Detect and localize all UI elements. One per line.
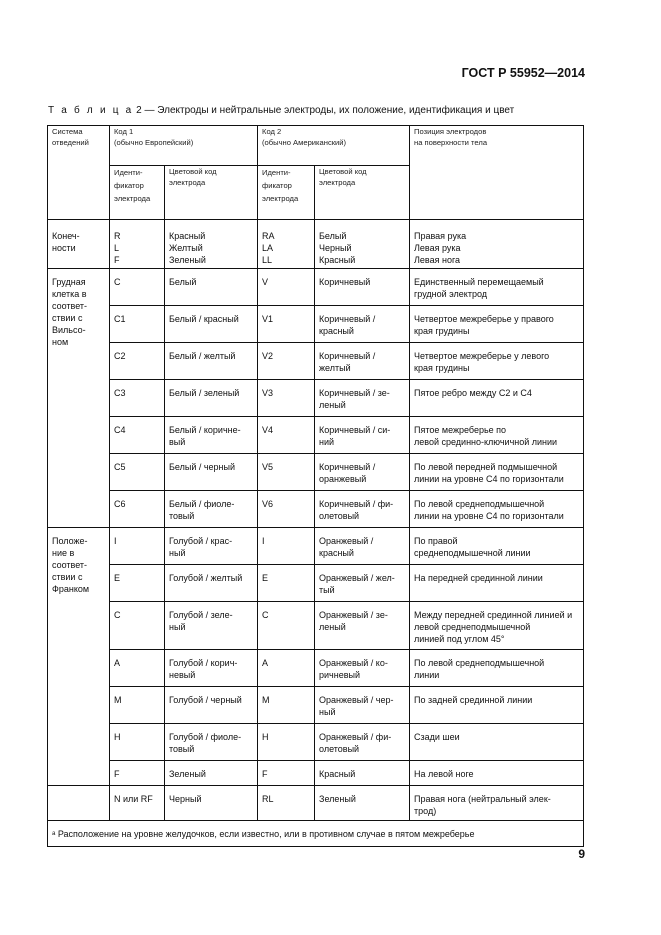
position-cell: Четвертое межреберье у правого края грудины: [410, 306, 584, 343]
code2-ident-cell: V6: [258, 491, 315, 528]
code2-ident-cell: RA LA LL: [258, 220, 315, 269]
code1-ident-cell: C5: [110, 454, 165, 491]
table-row: [48, 687, 584, 724]
code1-ident-cell: E: [110, 565, 165, 602]
header-system: Система отведений: [48, 126, 110, 220]
system-cell: Положе- ние в соответ- ствии с Франком: [48, 528, 110, 786]
code2-color-cell: Белый Черный Красный: [315, 220, 410, 269]
code2-ident-cell: F: [258, 761, 315, 786]
code1-ident-cell: C2: [110, 343, 165, 380]
code2-color-cell: Коричневый / желтый: [315, 343, 410, 380]
code2-color-cell: Оранжевый / ко- ричневый: [315, 650, 410, 687]
code2-ident-cell: V1: [258, 306, 315, 343]
code2-color-cell: Коричневый / оранжевый: [315, 454, 410, 491]
code1-ident-cell: H: [110, 724, 165, 761]
table-row: [48, 761, 584, 786]
code1-ident-cell: C4: [110, 417, 165, 454]
neutral-id1-cell: N или RF: [110, 786, 165, 821]
table-row: [48, 724, 584, 761]
table-caption: [48, 105, 514, 116]
code2-color-cell: Красный: [315, 761, 410, 786]
code1-ident-cell: C1: [110, 306, 165, 343]
code2-ident-cell: I: [258, 528, 315, 565]
position-cell: Пятое межреберье по левой срединно-ключичной линии: [410, 417, 584, 454]
position-cell: На передней срединной линии: [410, 565, 584, 602]
code2-color-cell: Коричневый / красный: [315, 306, 410, 343]
code1-ident-cell: R L F: [110, 220, 165, 269]
table-row: [48, 454, 584, 491]
table-row: [48, 491, 584, 528]
table-footnote: ᵃ Расположение на уровне желудочков, если известно, или в противном случае в пятом межреберье: [48, 821, 584, 847]
position-cell: Сзади шеи: [410, 724, 584, 761]
code1-color-cell: Белый / желтый: [165, 343, 258, 380]
code1-color-cell: Зеленый: [165, 761, 258, 786]
header-row-1: [48, 126, 584, 166]
position-cell: По правой среднеподмышечной линии: [410, 528, 584, 565]
caption-lead: Т а б л и ц а: [48, 105, 134, 116]
table-row: [48, 380, 584, 417]
code1-color-cell: Голубой / зеле- ный: [165, 602, 258, 650]
neutral-color1-cell: Черный: [165, 786, 258, 821]
position-cell: Правая рука Левая рука Левая нога: [410, 220, 584, 269]
header-ident-1: Иденти- фикатор электрода: [110, 166, 165, 220]
code1-color-cell: Белый / черный: [165, 454, 258, 491]
header-color-2: Цветовой код электрода: [315, 166, 410, 220]
system-cell-empty: [48, 786, 110, 821]
table-row: [48, 269, 584, 306]
position-cell: Единственный перемещаемый грудной электрод: [410, 269, 584, 306]
code2-ident-cell: C: [258, 602, 315, 650]
position-cell: Пятое ребро между C2 и C4: [410, 380, 584, 417]
code2-color-cell: Коричневый: [315, 269, 410, 306]
code2-color-cell: Оранжевый / чер- ный: [315, 687, 410, 724]
code1-ident-cell: C6: [110, 491, 165, 528]
code2-color-cell: Оранжевый / зе- леный: [315, 602, 410, 650]
position-cell: По задней срединной линии: [410, 687, 584, 724]
code2-color-cell: Оранжевый / фи- олетовый: [315, 724, 410, 761]
code1-color-cell: Голубой / фиоле- товый: [165, 724, 258, 761]
code1-ident-cell: M: [110, 687, 165, 724]
position-cell: По левой среднеподмышечной линии: [410, 650, 584, 687]
code1-ident-cell: I: [110, 528, 165, 565]
code1-ident-cell: C3: [110, 380, 165, 417]
header-code1: Код 1 (обычно Европейский): [110, 126, 258, 166]
position-cell: Четвертое межреберье у левого края грудины: [410, 343, 584, 380]
position-cell: На левой ноге: [410, 761, 584, 786]
code2-color-cell: Оранжевый / красный: [315, 528, 410, 565]
table-row: [48, 343, 584, 380]
code2-ident-cell: A: [258, 650, 315, 687]
code1-ident-cell: F: [110, 761, 165, 786]
table-row-neutral: [48, 786, 584, 821]
table-body: [48, 126, 584, 847]
table-footnote-row: [48, 821, 584, 847]
code1-color-cell: Голубой / черный: [165, 687, 258, 724]
header-position: Позиция электродов на поверхности тела: [410, 126, 584, 220]
table-row: [48, 306, 584, 343]
code1-color-cell: Красный Желтый Зеленый: [165, 220, 258, 269]
code2-color-cell: Коричневый / си- ний: [315, 417, 410, 454]
system-cell: Грудная клетка в соответ- ствии с Вильсо- ном: [48, 269, 110, 528]
code1-color-cell: Голубой / крас- ный: [165, 528, 258, 565]
code2-color-cell: Коричневый / зе- леный: [315, 380, 410, 417]
code1-ident-cell: C: [110, 602, 165, 650]
code1-ident-cell: C: [110, 269, 165, 306]
table-row: [48, 602, 584, 650]
code1-ident-cell: A: [110, 650, 165, 687]
electrodes-table: [47, 125, 584, 847]
position-cell: По левой среднеподмышечной линии на уровне C4 по горизонтали: [410, 491, 584, 528]
header-code2: Код 2 (обычно Американский): [258, 126, 410, 166]
code1-color-cell: Белый / фиоле- товый: [165, 491, 258, 528]
header-color-1: Цветовой код электрода: [165, 166, 258, 220]
code1-color-cell: Белый / зеленый: [165, 380, 258, 417]
code2-color-cell: Коричневый / фи- олетовый: [315, 491, 410, 528]
code1-color-cell: Белый: [165, 269, 258, 306]
code2-ident-cell: V2: [258, 343, 315, 380]
code1-color-cell: Белый / коричне- вый: [165, 417, 258, 454]
code2-ident-cell: V4: [258, 417, 315, 454]
position-cell: Между передней срединной линией и левой среднеподмышечной линией под углом 45°: [410, 602, 584, 650]
position-cell: По левой передней подмышечной линии на уровне C4 по горизонтали: [410, 454, 584, 491]
document-id: ГОСТ Р 55952—2014: [461, 66, 585, 80]
neutral-position-cell: Правая нога (нейтральный элек- трод): [410, 786, 584, 821]
neutral-color2-cell: Зеленый: [315, 786, 410, 821]
code1-color-cell: Голубой / корич- невый: [165, 650, 258, 687]
table-row: [48, 565, 584, 602]
code2-ident-cell: H: [258, 724, 315, 761]
neutral-id2-cell: RL: [258, 786, 315, 821]
code2-ident-cell: V: [258, 269, 315, 306]
code2-color-cell: Оранжевый / жел- тый: [315, 565, 410, 602]
system-cell: Конеч- ности: [48, 220, 110, 269]
table-row: [48, 528, 584, 565]
table-row: [48, 417, 584, 454]
table-row: [48, 220, 584, 269]
code2-ident-cell: V3: [258, 380, 315, 417]
code1-color-cell: Голубой / желтый: [165, 565, 258, 602]
code1-color-cell: Белый / красный: [165, 306, 258, 343]
page-number: 9: [578, 847, 585, 861]
header-ident-2: Иденти- фикатор электрода: [258, 166, 315, 220]
table-row: [48, 650, 584, 687]
code2-ident-cell: E: [258, 565, 315, 602]
caption-text: 2 — Электроды и нейтральные электроды, их положение, идентификация и цвет: [133, 105, 515, 116]
code2-ident-cell: M: [258, 687, 315, 724]
code2-ident-cell: V5: [258, 454, 315, 491]
